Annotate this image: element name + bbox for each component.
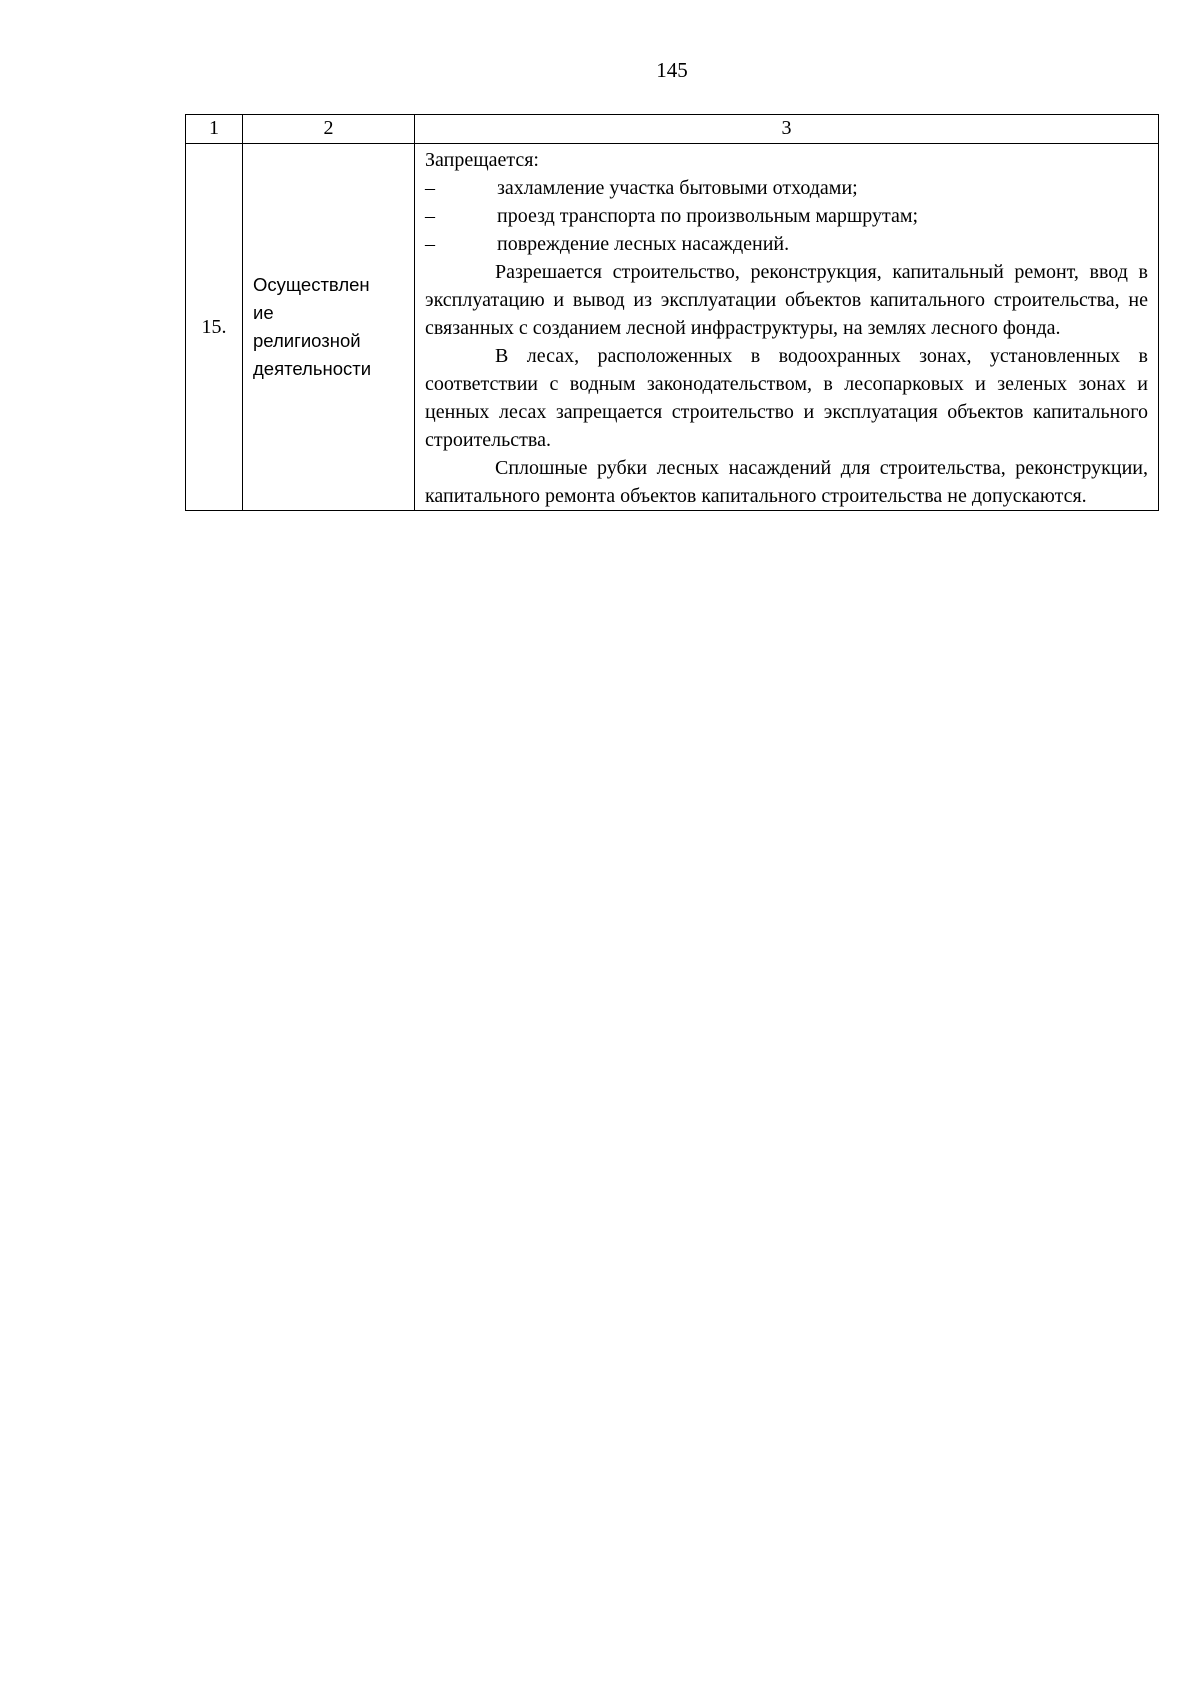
- prohibited-heading: Запрещается:: [425, 149, 539, 171]
- prohibited-item-text: захламление участка бытовыми отходами;: [497, 177, 858, 199]
- prohibited-item-text: проезд транспорта по произвольным маршрутам;: [497, 205, 919, 227]
- prohibited-item: [425, 230, 1148, 258]
- activity-name-line: Осуществлен: [253, 274, 370, 295]
- prohibited-item: [425, 202, 1148, 230]
- activity-regulations: [415, 144, 1159, 511]
- permitted-construction-paragraph: Разрешается строительство, реконструкция, капитальный ремонт, ввод в эксплуатацию и вывод из эксплуатации объектов капитального строительства, не связанных с созданием лесной инфраструктуры, на землях лесного фонда.: [425, 261, 1148, 339]
- water-protection-zones-paragraph: В лесах, расположенных в водоохранных зонах, установленных в соответствии с водным законодательством, в лесопарковых и зеленых зонах и ценных лесах запрещается строительство и эксплуатация объектов капитального строительства.: [425, 345, 1148, 451]
- prohibited-item-text: повреждение лесных насаждений.: [497, 233, 790, 255]
- header-cell-3: 3: [415, 115, 1159, 144]
- table-row: [186, 144, 1159, 511]
- dash-marker: –: [425, 233, 435, 255]
- activity-name-line: ие: [253, 302, 274, 323]
- page-number: 145: [656, 58, 688, 82]
- prohibited-item: [425, 174, 1148, 202]
- clear-cutting-paragraph: Сплошные рубки лесных насаждений для строительства, реконструкции, капитального ремонта объектов капитального строительства не допускаются.: [425, 457, 1148, 507]
- activity-name-line: деятельности: [253, 358, 372, 379]
- header-cell-2: 2: [243, 115, 415, 144]
- dash-marker: –: [425, 177, 435, 199]
- activity-name-line: религиозной: [253, 330, 361, 351]
- dash-marker: –: [425, 205, 435, 227]
- table-header-row: [186, 115, 1159, 144]
- row-number: 15.: [186, 144, 243, 511]
- activity-name: [243, 144, 415, 511]
- header-cell-1: 1: [186, 115, 243, 144]
- regulations-table: [185, 114, 1159, 511]
